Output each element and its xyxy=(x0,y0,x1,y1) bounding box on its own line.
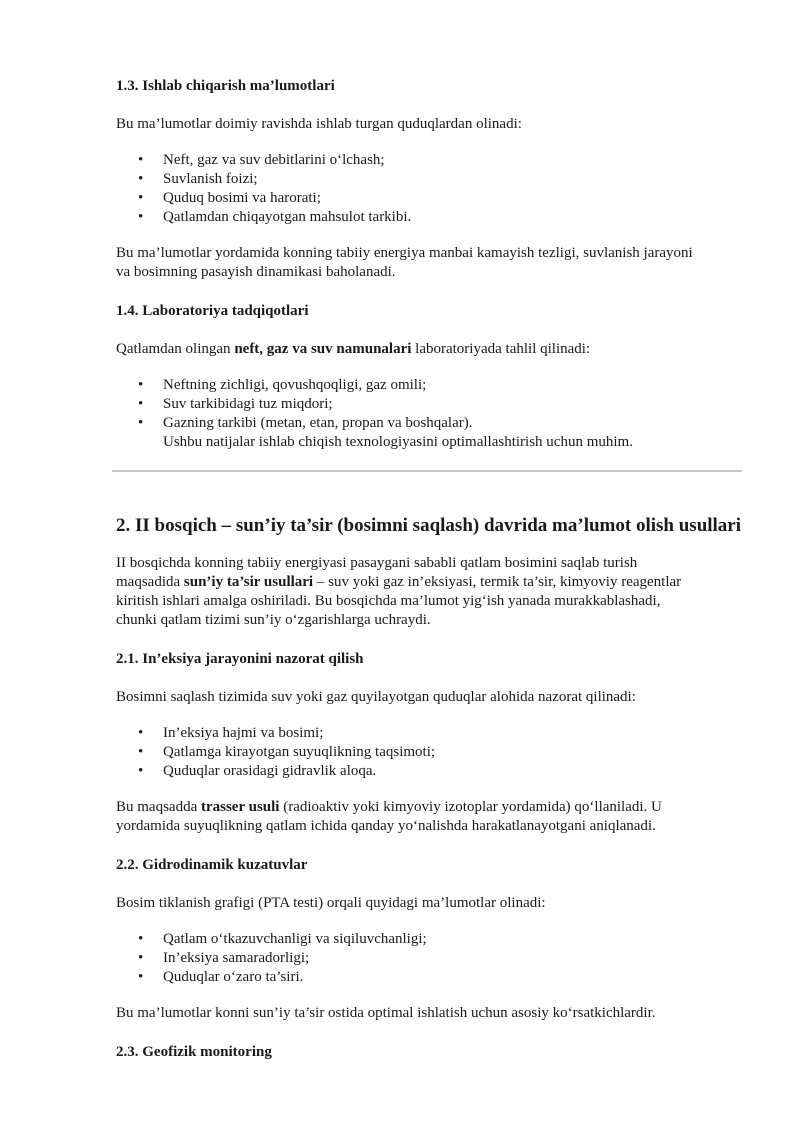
list-item: • Quduqlar o‘zaro ta’siri. xyxy=(138,969,304,985)
list-item: • Qatlamdan chiqayotgan mahsulot tarkibi. xyxy=(138,209,412,225)
list-item: • Qatlamga kirayotgan suyuqlikning taqsimoti; xyxy=(138,744,436,760)
bullet-icon: • xyxy=(138,763,144,779)
section-1-4-intro: Qatlamdan olingan neft, gaz va suv namunalari laboratoriyada tahlil qilinadi: xyxy=(116,341,591,357)
list-item: • Quduq bosimi va harorati; xyxy=(138,190,321,206)
section-1-3-intro: Bu ma’lumotlar doimiy ravishda ishlab turgan quduqlardan olinadi: xyxy=(116,116,522,132)
section-1-3-outro: Bu ma’lumotlar yordamida konning tabiiy energiya manbai kamayish tezligi, suvlanish jarayoni va bosimning pasayish dinamikasi baholanadi. xyxy=(116,245,693,280)
list-item: • Qatlam o‘tkazuvchanligi va siqiluvchanligi; xyxy=(138,931,427,947)
section-2-paragraph: II bosqichda konning tabiiy energiyasi pasaygani sababli qatlam bosimini saqlab turish maqsadida sun’iy ta’sir usullari – suv yoki gaz in’eksiyasi, termik ta’sir, kimyoviy reagentlar kiritish ishlari amalga oshiriladi. Bu bosqichda ma’lumot yig‘ish yanada murakkablashadi, chunki qatlam tizimi sun’iy o‘zgarishlarga uchraydi. xyxy=(116,555,682,628)
bullet-icon: • xyxy=(138,152,144,168)
section-1-4-list xyxy=(116,376,746,433)
list-item: • Suv tarkibidagi tuz miqdori; xyxy=(138,396,333,412)
section-2-2-heading: 2.2. Gidrodinamik kuzatuvlar xyxy=(116,857,308,873)
section-2-heading: 2. II bosqich – sun’iy ta’sir (bosimni saqlash) davrida ma’lumot olish usullari xyxy=(116,515,742,536)
list-item: • Suvlanish foizi; xyxy=(138,171,258,187)
document-page xyxy=(116,76,746,1062)
list-item: • In’eksiya samaradorligi; xyxy=(138,950,310,966)
section-1-4-heading: 1.4. Laboratoriya tadqiqotlari xyxy=(116,303,309,319)
bullet-icon: • xyxy=(138,190,144,206)
section-1-3-list xyxy=(116,151,746,227)
section-1-3-heading: 1.3. Ishlab chiqarish ma’lumotlari xyxy=(116,78,335,94)
section-2-2-list xyxy=(116,930,746,987)
bullet-icon: • xyxy=(138,931,144,947)
bullet-icon: • xyxy=(138,950,144,966)
list-item: • Neft, gaz va suv debitlarini o‘lchash; xyxy=(138,152,385,168)
section-2-2-intro: Bosim tiklanish grafigi (PTA testi) orqali quyidagi ma’lumotlar olinadi: xyxy=(116,895,546,911)
bullet-icon: • xyxy=(138,744,144,760)
section-2-3-heading: 2.3. Geofizik monitoring xyxy=(116,1044,272,1060)
bullet-icon: • xyxy=(138,396,144,412)
bullet-icon: • xyxy=(138,969,144,985)
bullet-icon: • xyxy=(138,415,144,431)
bullet-icon: • xyxy=(138,171,144,187)
list-item: • Gazning tarkibi (metan, etan, propan va boshqalar). xyxy=(138,415,473,431)
bullet-icon: • xyxy=(138,725,144,741)
section-1-4-continuation: Ushbu natijalar ishlab chiqish texnologiyasini optimallashtirish uchun muhim. xyxy=(163,434,633,450)
section-2-2-outro: Bu ma’lumotlar konni sun’iy ta’sir ostida optimal ishlatish uchun asosiy ko‘rsatkichlardir. xyxy=(116,1005,656,1021)
list-item: • Quduqlar orasidagi gidravlik aloqa. xyxy=(138,763,377,779)
bullet-icon: • xyxy=(138,209,144,225)
bullet-icon: • xyxy=(138,377,144,393)
section-2-1-list xyxy=(116,724,746,781)
section-2-1-heading: 2.1. In’eksiya jarayonini nazorat qilish xyxy=(116,651,364,667)
section-2-1-intro: Bosimni saqlash tizimida suv yoki gaz quyilayotgan quduqlar alohida nazorat qilinadi: xyxy=(116,689,636,705)
list-item: • In’eksiya hajmi va bosimi; xyxy=(138,725,324,741)
section-2-1-outro: Bu maqsadda trasser usuli (radioaktiv yoki kimyoviy izotoplar yordamida) qo‘llaniladi. U yordamida suyuqlikning qatlam ichida qanday yo‘nalishda harakatlanayotgani aniqlanadi. xyxy=(116,799,662,834)
list-item: • Neftning zichligi, qovushqoqligi, gaz omili; xyxy=(138,377,427,393)
